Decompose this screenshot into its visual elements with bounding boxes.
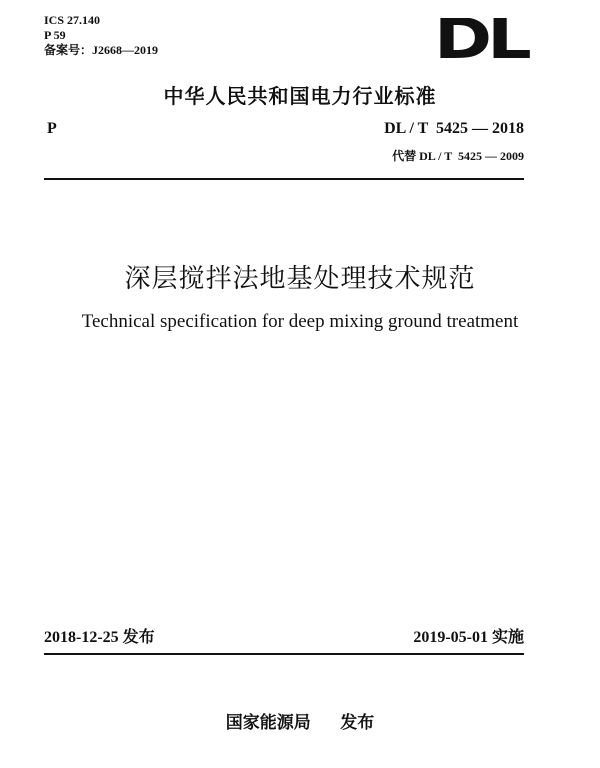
category-code: P 59 — [44, 28, 66, 42]
bottom-divider — [44, 653, 524, 655]
standard-title: 中华人民共和国电力行业标准 — [163, 84, 437, 108]
record-number: 备案号：J2668—2019 — [44, 43, 159, 57]
issue-date: 2018-12-25 发布 — [44, 629, 155, 646]
top-divider — [44, 178, 524, 180]
ics-code: ICS 27.140 — [44, 13, 101, 27]
document-title-chinese: 深层搅拌法地基处理技术规范 — [124, 264, 476, 294]
dl-logo: DL — [434, 18, 527, 62]
issuing-authority: 国家能源局 发布 — [225, 713, 375, 733]
replaces-standard: 代替 DL / T 5425 — 2009 — [392, 149, 524, 163]
document-title-english: Technical specification for deep mixing ground treatment — [81, 311, 519, 332]
standard-number: DL / T 5425 — 2018 — [384, 120, 524, 137]
implementation-date: 2019-05-01 实施 — [413, 629, 524, 646]
classification-letter: P — [47, 120, 57, 137]
